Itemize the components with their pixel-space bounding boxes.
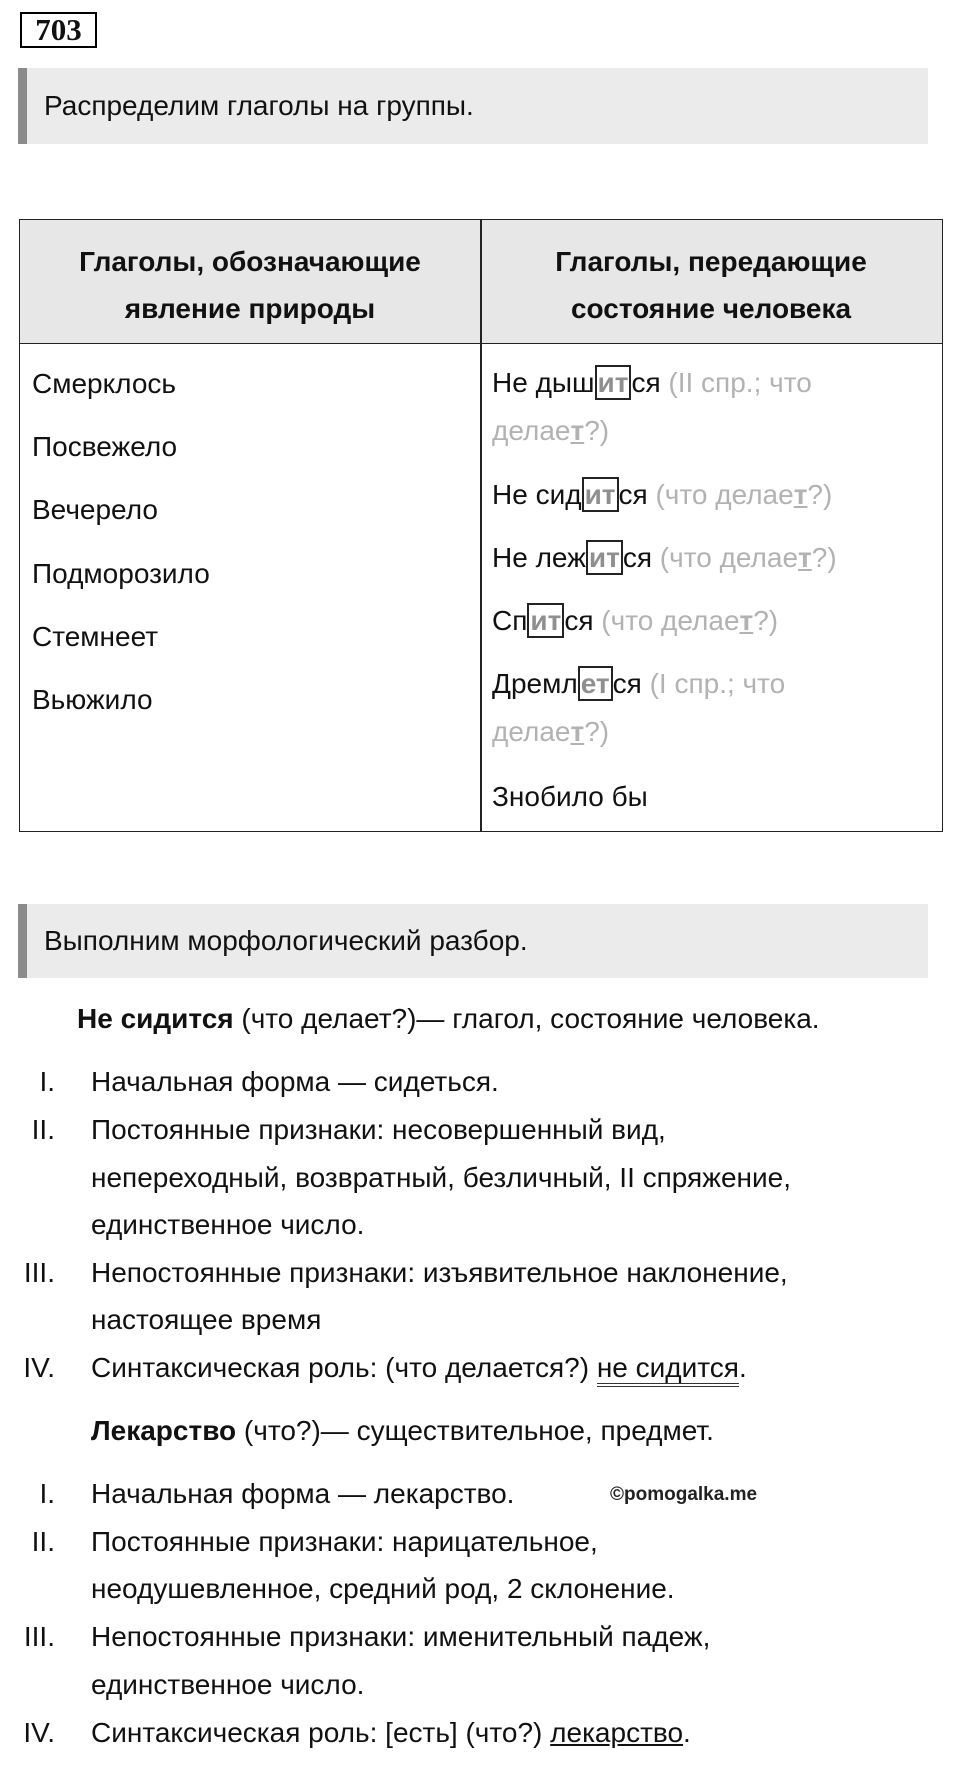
header-right-line2: состояние человека [570, 293, 852, 324]
verb-note: (что делае [652, 542, 799, 573]
verb-note: (II спр.; что [660, 367, 812, 398]
analysis-item [91, 1716, 691, 1750]
syntax-role-text: Синтаксическая роль: (что делается?) [91, 1352, 597, 1383]
period: . [683, 1717, 691, 1748]
period: . [738, 1352, 747, 1383]
verb-ending-box: ит [595, 365, 632, 400]
banner-text: Выполним морфологический разбор. [44, 925, 528, 956]
verb-note-letter: т [739, 605, 754, 636]
analysis-item: настоящее время [91, 1304, 322, 1335]
analysis-item: Постоянные признаки: несовершенный вид, [91, 1114, 666, 1145]
analysis-item: Начальная форма — лекарство. [91, 1478, 515, 1509]
verb-stem: Не леж [492, 542, 586, 573]
state-verb [492, 597, 932, 645]
analysis-description: (что?)— существительное, предмет. [236, 1415, 714, 1446]
header-right-line1: Глаголы, передающие [555, 246, 867, 277]
analysis-item: неодушевленное, средний род, 2 склонение. [91, 1573, 675, 1604]
verb-stem: Не сид [492, 479, 582, 510]
analysis-word: Лекарство [91, 1415, 237, 1446]
verb-note-letter: т [570, 716, 585, 747]
banner-morph-analysis [18, 904, 928, 978]
nature-verb: Смерклось [32, 368, 176, 399]
analysis-item: Непостоянные признаки: именительный падеж, [91, 1621, 711, 1652]
analysis-word: Не сидится [77, 1003, 234, 1034]
verb-ending-box: ит [586, 540, 623, 575]
state-verb [492, 471, 932, 519]
verb-note-letter: т [798, 542, 812, 573]
analysis-item [91, 1351, 747, 1385]
item-number: III. [23, 1621, 55, 1652]
analysis-item: Постоянные признаки: нарицательное, [91, 1526, 598, 1557]
verb-suffix: ся [618, 479, 648, 510]
state-verb [492, 359, 932, 455]
nature-verb: Посвежело [32, 431, 178, 462]
verb-note-letter: т [570, 415, 585, 446]
header-left-line2: явление природы [124, 293, 376, 324]
verb-ending-box: ит [527, 603, 564, 638]
banner-distribute-verbs [18, 68, 928, 144]
verb-stem: Дремл [492, 668, 578, 699]
verb-note-letter: т [793, 479, 808, 510]
state-verb [492, 773, 932, 821]
verb-note: (I спр.; что [641, 668, 786, 699]
verb-suffix: ся [622, 542, 653, 573]
exercise-number: 703 [20, 12, 97, 48]
state-verb [492, 534, 932, 582]
analysis-item: Непостоянные признаки: изъявительное наклонение, [91, 1257, 788, 1288]
item-number: III. [23, 1257, 55, 1288]
verb-note: делае [492, 716, 571, 747]
verb-note: (что делае [647, 479, 794, 510]
verb-note: (что делае [593, 605, 740, 636]
verb-suffix: ся [612, 668, 642, 699]
verb-stem: Не дыш [492, 367, 595, 398]
verb-ending-box: ет [578, 666, 613, 701]
verb-ending-box: ит [582, 477, 619, 512]
verbs-table [19, 219, 943, 832]
item-number: IV. [23, 1352, 55, 1383]
analysis-description: (что делает?)— глагол, состояние человека. [233, 1003, 820, 1034]
watermark: ©pomogalka.me [610, 1484, 758, 1505]
verb-suffix: ся [631, 367, 661, 398]
item-number: I. [39, 1066, 55, 1097]
verb-note: ?) [807, 479, 833, 510]
item-number: IV. [23, 1717, 55, 1748]
verb-note: ?) [811, 542, 837, 573]
verb-suffix: ся [564, 605, 594, 636]
verb-plain: Знобило бы [492, 781, 648, 812]
verb-note: ?) [584, 716, 610, 747]
nature-verb: Стемнеет [32, 621, 159, 652]
subject-underlined: лекарство [550, 1717, 684, 1748]
header-left-line1: Глаголы, обозначающие [79, 246, 421, 277]
analysis-heading [91, 1414, 714, 1448]
nature-verb: Вечерело [32, 494, 158, 525]
header-nature-verbs [20, 238, 480, 332]
verb-stem: Сп [492, 605, 528, 636]
analysis-item: непереходный, возвратный, безличный, II спряжение, [91, 1162, 791, 1193]
analysis-item: единственное число. [91, 1209, 365, 1240]
verb-note: ?) [753, 605, 779, 636]
verb-note: ?) [584, 415, 610, 446]
header-state-verbs [481, 238, 941, 332]
nature-verb: Вьюжило [32, 684, 153, 715]
item-number: II. [31, 1114, 55, 1145]
syntax-role-text: Синтаксическая роль: [есть] (что?) [91, 1717, 551, 1748]
item-number: I. [39, 1478, 55, 1509]
item-number: II. [31, 1526, 55, 1557]
state-verb [492, 660, 932, 756]
analysis-item: единственное число. [91, 1669, 365, 1700]
analysis-heading [77, 1002, 820, 1036]
analysis-item: Начальная форма — сидеться. [91, 1066, 499, 1097]
verb-note: делае [492, 415, 571, 446]
predicate-underlined: не сидится [597, 1352, 739, 1387]
banner-text: Распределим глаголы на группы. [44, 90, 474, 121]
nature-verb: Подморозило [32, 558, 210, 589]
